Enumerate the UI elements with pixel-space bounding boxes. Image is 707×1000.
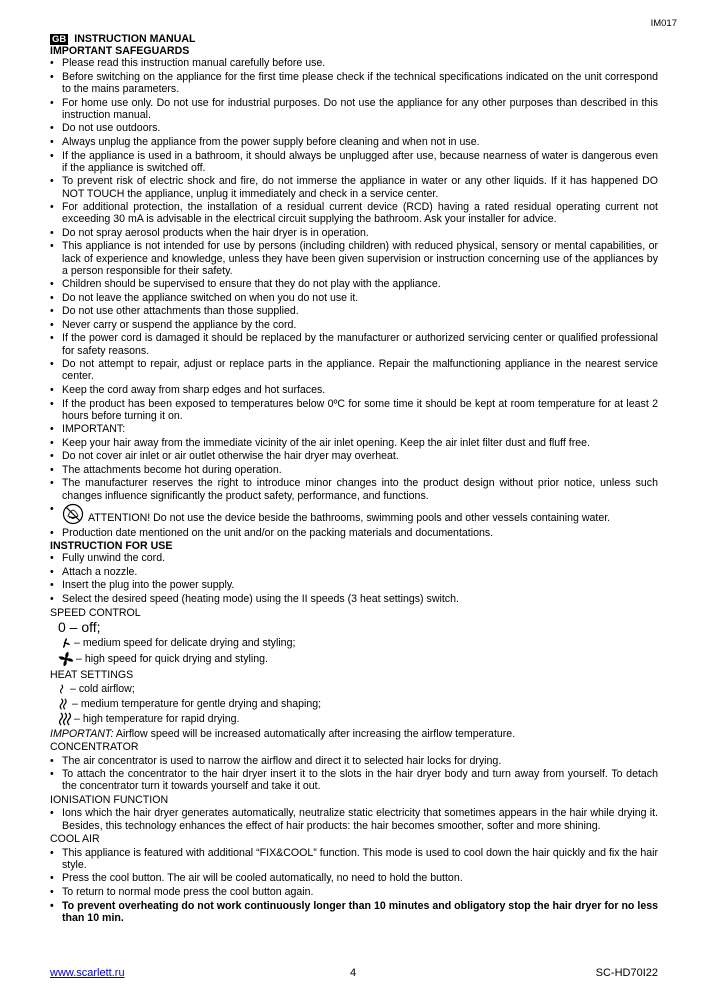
overheating-warning: • To prevent overheating do not work continuously longer than 10 minutes and obligatory stop the hair dryer for no less than 10 min. [50,900,658,924]
document-code: IM017 [650,18,677,29]
fan-low-icon [58,636,72,650]
fan-high-icon [58,651,74,667]
page-number: 4 [350,967,357,979]
heat-high-icon [58,712,72,726]
list-item: • IMPORTANT: [50,423,658,435]
attention-text: ATTENTION! Do not use the device beside the bathrooms, swimming pools and other vessels containing water. [88,512,611,525]
speed-off [50,620,658,635]
list-item: • Children should be supervised to ensure that they do not play with the appliance. [50,278,658,290]
speed-high-label: – high speed for quick drying and styling. [76,653,268,666]
heat-high [50,712,658,726]
safeguards-list [50,57,658,538]
list-item: • Never carry or suspend the appliance by the cord. [50,319,658,331]
model-number: SC-HD70I22 [595,967,658,979]
heat-medium-icon [58,697,70,711]
list-item: • Do not spray aerosol products when the hair dryer is in operation. [50,227,658,239]
concentrator-heading: CONCENTRATOR [50,741,139,754]
list-item: • Do not leave the appliance switched on when you do not use it. [50,292,658,304]
important-note-label: IMPORTANT: [50,727,114,740]
list-item: • For home use only. Do not use for industrial purposes. Do not use the appliance for any other purposes than described in this instruction manual. [50,97,658,121]
website-link[interactable]: www.scarlett.ru [50,967,125,979]
safeguards-heading: IMPORTANT SAFEGUARDS [50,45,190,58]
list-item: • Before switching on the appliance for the first time please check if the technical specifications indicated on the unit correspond to the mains parameters. [50,71,658,95]
list-item: • The manufacturer reserves the right to introduce minor changes into the product design without prior notice, unless such changes influence significantly the product safety, performance, and functions. [50,477,658,501]
ionisation-heading: IONISATION FUNCTION [50,793,169,806]
list-item: • Press the cool button. The air will be cooled automatically, no need to hold the button. [50,872,658,884]
list-item: • Fully unwind the cord. [50,552,658,564]
heat-medium [50,697,658,711]
list-item: • Do not use other attachments than those supplied. [50,305,658,317]
cool-air-list [50,847,658,924]
list-item: • To prevent risk of electric shock and fire, do not immerse the appliance in water or any other liquids. If it has happened DO NOT TOUCH the appliance, unplug it immediately and check in a service center. [50,175,658,199]
instructions-list [50,552,658,605]
list-item: • If the power cord is damaged it should be replaced by the manufacturer or authorized servicing center or qualified professional for safety reasons. [50,332,658,356]
concentrator-list [50,755,658,793]
list-item: • This appliance is featured with additional “FIX&COOL” function. This mode is used to cool down the hair quickly and fix the hair style. [50,847,658,871]
speed-medium-label: – medium speed for delicate drying and styling; [74,637,296,650]
list-item: • Please read this instruction manual carefully before use. [50,57,658,69]
manual-title [50,33,658,45]
list-item: • Ions which the hair dryer generates automatically, neutralize static electricity that sometimes appears in the hair while drying it. Besides, this technology enhances the effect of hair products: the hair becomes smoother, softer and more shining. [50,807,658,831]
ionisation-list [50,807,658,831]
heat-settings-heading: HEAT SETTINGS [50,668,134,681]
list-item: • Keep your hair away from the immediate vicinity of the air inlet opening. Keep the air inlet filter dust and fluff free. [50,437,658,449]
list-item: • To return to normal mode press the cool button again. [50,886,658,898]
manual-content [50,33,658,925]
list-item: • Select the desired speed (heating mode) using the II speeds (3 heat settings) switch. [50,593,658,605]
list-item: • If the appliance is used in a bathroom, it should always be unplugged after use, because nearness of water is dangerous even if the appliance is switched off. [50,150,658,174]
no-water-warning-icon [62,503,84,525]
list-item: • This appliance is not intended for use by persons (including children) with reduced physical, sensory or mental capabilities, or lack of experience and knowledge, unless they have been given supervision or instruction concerning use of the appliances by a person responsible for their safety. [50,240,658,277]
cool-air-heading: COOL AIR [50,833,100,846]
important-note-text: Airflow speed will be increased automatically after increasing the airflow temperature. [113,727,516,740]
list-item: • Attach a nozzle. [50,566,658,578]
list-item: • Keep the cord away from sharp edges and hot surfaces. [50,384,658,396]
page-footer [50,967,658,979]
heat-cold-icon [58,682,68,696]
manual-heading: INSTRUCTION MANUAL [74,33,196,45]
heat-cold [50,682,658,696]
speed-off-label: 0 – off; [58,619,101,635]
heat-cold-label: – cold airflow; [70,682,135,695]
list-item: • Do not use outdoors. [50,122,658,134]
heat-high-label: – high temperature for rapid drying. [74,713,240,726]
important-note [50,728,658,740]
instruction-heading: INSTRUCTION FOR USE [50,540,173,553]
speed-high [50,651,658,667]
list-item: • The air concentrator is used to narrow the airflow and direct it to selected hair locks for drying. [50,755,658,767]
list-item: • If the product has been exposed to temperatures below 0ºC for some time it should be kept at room temperature for at least 2 hours before turning it on. [50,398,658,422]
list-item: • Always unplug the appliance from the power supply before cleaning and when not in use. [50,136,658,148]
speed-control-heading: SPEED CONTROL [50,606,141,619]
list-item: • Insert the plug into the power supply. [50,579,658,591]
attention-item [50,503,658,525]
language-badge: GB [52,33,67,45]
list-item: • Production date mentioned on the unit and/or on the packing materials and documentations. [50,527,658,539]
speed-medium [50,636,658,650]
list-item: • For additional protection, the installation of a residual current device (RCD) having a rated residual operating current not exceeding 30 mA is advisable in the electrical circuit supplying the bathroom. Ask your installer for advice. [50,201,658,225]
heat-medium-label: – medium temperature for gentle drying and shaping; [72,698,322,711]
list-item: • Do not cover air inlet or air outlet otherwise the hair dryer may overheat. [50,450,658,462]
list-item: • The attachments become hot during operation. [50,464,658,476]
list-item: • To attach the concentrator to the hair dryer insert it to the slots in the hair dryer body and turn away from yourself. To detach the concentrator turn it towards yourself and take it out. [50,768,658,792]
list-item: • Do not attempt to repair, adjust or replace parts in the appliance. Repair the malfunctioning appliance in the nearest service center. [50,358,658,382]
